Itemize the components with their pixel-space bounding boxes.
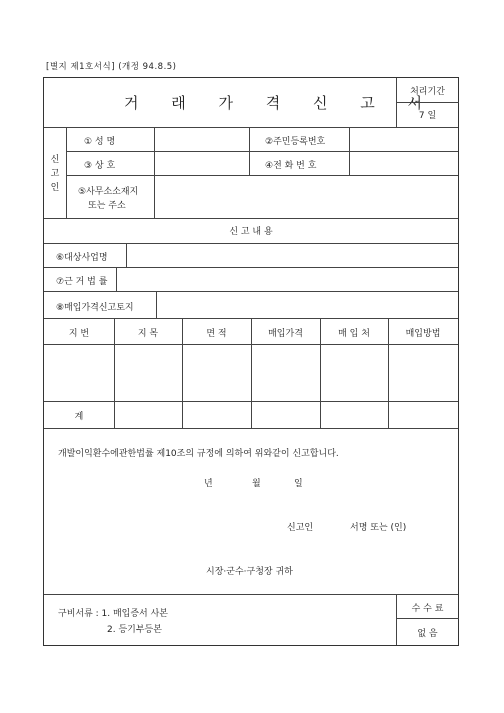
- col-area: 면 적: [206, 329, 227, 339]
- fee-label: 수 수 료: [411, 604, 444, 614]
- reporter-label-1: 신: [50, 155, 60, 165]
- date-day: 일: [294, 479, 303, 489]
- signer-sign: 서명 또는 (인): [350, 523, 407, 533]
- processing-value: 7 일: [418, 111, 437, 121]
- declaration-text: 개발이익환수에관한법률 제10조의 규정에 의하여 위와같이 신고합니다.: [58, 449, 339, 459]
- form-frame: [43, 77, 459, 646]
- reporter-label-3: 인: [50, 183, 60, 193]
- phone-label: ④전 화 번 호: [265, 161, 317, 171]
- resident-no-label: ②주민등록번호: [265, 137, 326, 147]
- trade-name-label: ③ 상 호: [84, 161, 116, 171]
- transaction-law-label: ⑦근 거 법 률: [56, 277, 108, 287]
- fee-value: 없 음: [417, 629, 438, 639]
- date-year: 년: [204, 479, 213, 489]
- form-header: [별지 제1호서식] (개정 94.8.5): [46, 62, 177, 72]
- reporter-label-2: 고: [50, 169, 60, 179]
- report-content-label: 신 고 내 용: [229, 227, 273, 237]
- total-label: 계: [74, 412, 84, 422]
- address-label-2: 또는 주소: [88, 201, 126, 211]
- documents-label: 구비서류 : 1. 매입증서 사본: [58, 609, 169, 619]
- date-month: 월: [252, 479, 261, 489]
- col-purchase-method: 매입방법: [405, 329, 441, 339]
- addressee: 시장·군수·구청장 귀하: [206, 567, 293, 577]
- col-lot-number: 지 번: [68, 329, 90, 339]
- col-seller: 매 입 처: [338, 329, 370, 339]
- col-purchase-price: 매입가격: [268, 329, 303, 339]
- address-label-1: ⑤사무소소재지: [78, 187, 139, 197]
- project-name-label: ⑥대상사업명: [56, 253, 108, 263]
- processing-label: 처리기간: [410, 87, 445, 97]
- documents-item2: 2. 등기부등본: [107, 625, 162, 635]
- form-title: 거 래 가 격 신 고 서: [124, 94, 437, 112]
- purchase-land-label: ⑧매입가격신고토지: [56, 303, 134, 313]
- name-label: ① 성 명: [84, 137, 116, 147]
- signer-label: 신고인: [287, 523, 314, 533]
- col-land-category: 지 목: [137, 329, 159, 339]
